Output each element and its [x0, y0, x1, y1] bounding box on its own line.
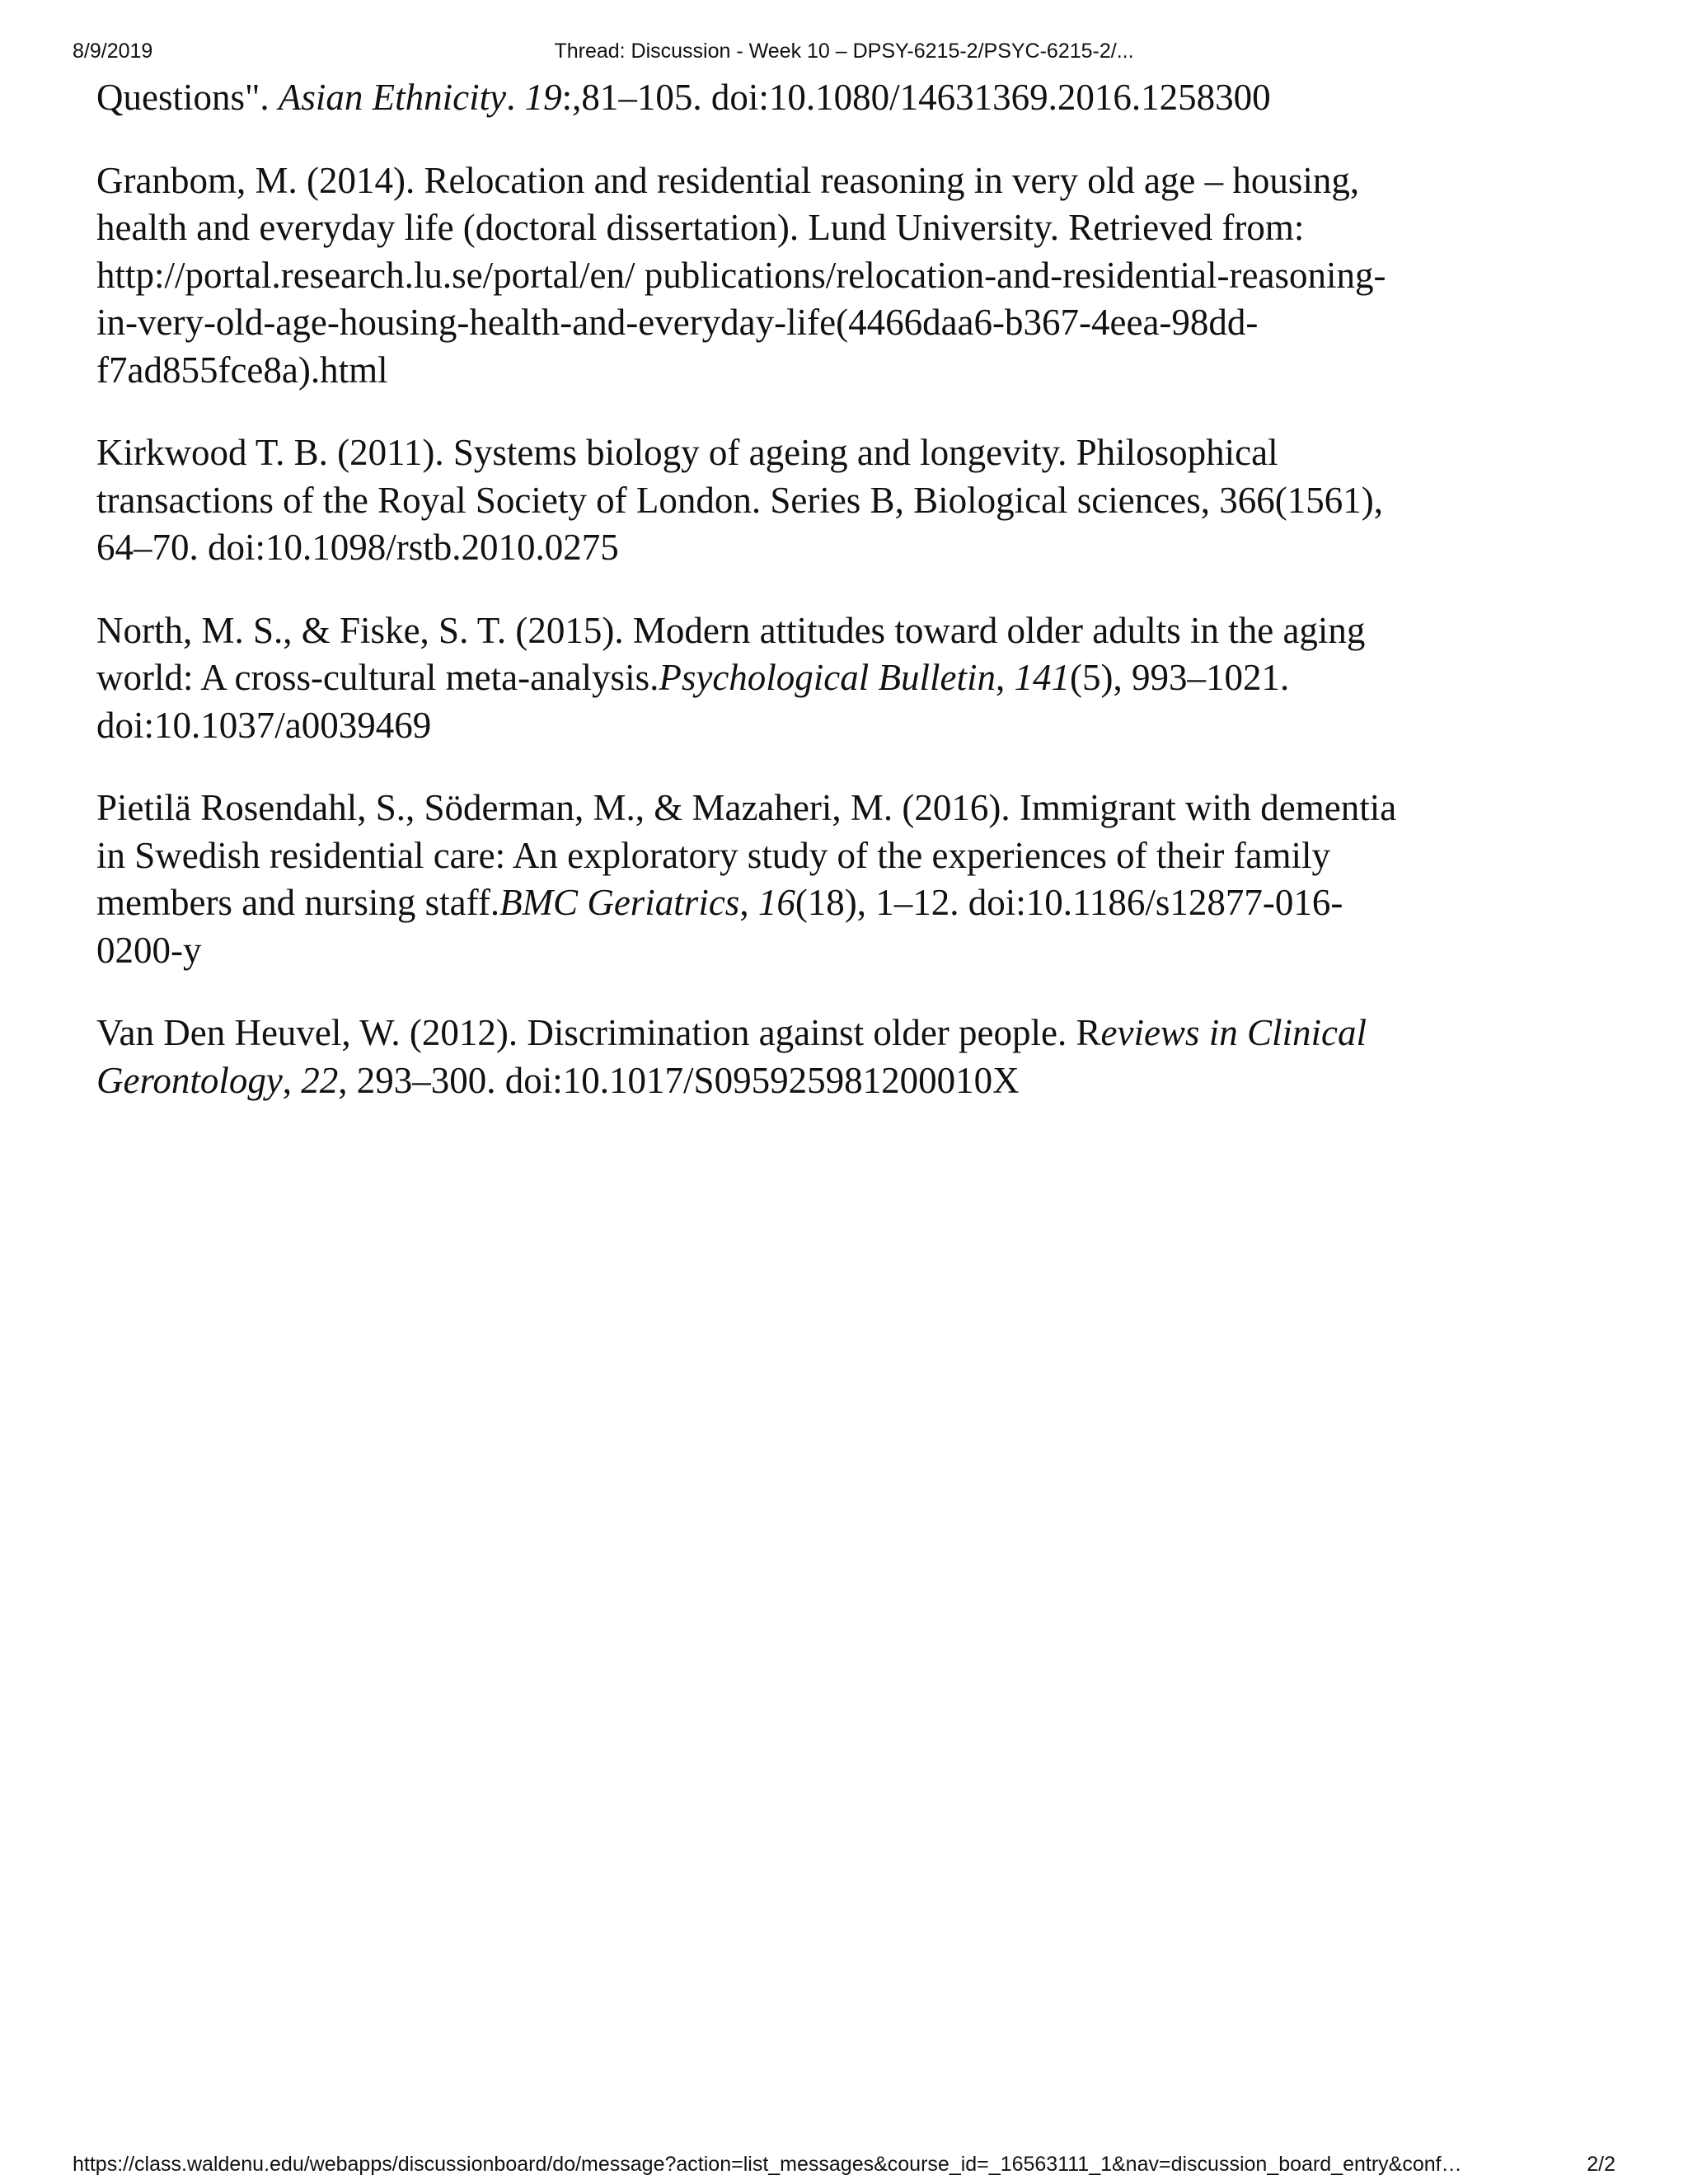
print-footer	[0, 2153, 1688, 2181]
reference-text: world: A cross-cultural meta-analysis.	[96, 657, 659, 698]
volume-number: 141	[1014, 657, 1070, 698]
reference-line	[96, 879, 1597, 927]
reference-entry	[96, 1010, 1597, 1104]
reference-text: (18), 1–12. doi:10.1186/s12877-016-	[795, 882, 1343, 923]
reference-line: Granbom, M. (2014). Relocation and residential reasoning in very old age – housing,	[96, 159, 1360, 201]
journal-title: Gerontology	[96, 1059, 283, 1101]
reference-text: Questions".	[96, 77, 279, 118]
reference-line	[96, 74, 1597, 122]
reference-line	[96, 1010, 1597, 1057]
reference-line: North, M. S., & Fiske, S. T. (2015). Modern attitudes toward older adults in the aging	[96, 609, 1366, 651]
reference-text: members and nursing staff.	[96, 882, 500, 923]
reference-text: ,	[739, 882, 758, 923]
reference-line: in-very-old-age-housing-health-and-everyday-life(4466daa6-b367-4eea-98dd-	[96, 302, 1259, 343]
reference-line: http://portal.research.lu.se/portal/en/ publications/relocation-and-residential-reasoning-	[96, 254, 1386, 296]
journal-title: Psychological Bulletin	[659, 657, 996, 698]
reference-line	[96, 1057, 1597, 1105]
print-header	[0, 40, 1688, 68]
reference-line: health and everyday life (doctoral dissertation). Lund University. Retrieved from:	[96, 207, 1305, 248]
reference-line: doi:10.1037/a0039469	[96, 704, 432, 746]
reference-list	[96, 74, 1597, 1140]
reference-line: 64–70. doi:10.1098/rstb.2010.0275	[96, 527, 619, 568]
page-number: 2/2	[1587, 2153, 1615, 2176]
journal-title: Asian Ethnicity	[278, 77, 507, 118]
journal-title: eviews in Clinical	[1100, 1012, 1367, 1053]
reference-text: Van Den Heuvel, W. (2012). Discrimination against older people. R	[96, 1012, 1101, 1053]
reference-text: ,	[282, 1059, 302, 1101]
reference-entry	[96, 429, 1597, 572]
reference-text: , 293–300. doi:10.1017/S095925981200010X	[338, 1059, 1020, 1101]
reference-line: Kirkwood T. B. (2011). Systems biology of ageing and longevity. Philosophical	[96, 432, 1278, 473]
reference-entry	[96, 785, 1597, 974]
reference-text: ,	[996, 657, 1015, 698]
reference-line: transactions of the Royal Society of London. Series B, Biological sciences, 366(1561),	[96, 479, 1383, 521]
print-page-title: Thread: Discussion - Week 10 – DPSY-6215-2/PSYC-6215-2/...	[554, 40, 1134, 63]
volume-number: 19	[524, 77, 562, 118]
print-date: 8/9/2019	[73, 40, 153, 63]
reference-entry	[96, 74, 1597, 122]
page-url: https://class.waldenu.edu/webapps/discussionboard/do/message?action=list_messages&course_id=_16563111_1&nav=discussion_board_entry&conf…	[73, 2153, 1462, 2176]
reference-line	[96, 654, 1597, 702]
reference-line: 0200-y	[96, 929, 202, 971]
reference-line: in Swedish residential care: An exploratory study of the experiences of their family	[96, 834, 1331, 876]
reference-entry	[96, 157, 1597, 395]
reference-line: f7ad855fce8a).html	[96, 349, 388, 391]
volume-number: 22	[301, 1059, 339, 1101]
volume-number: 16	[757, 882, 795, 923]
journal-title: BMC Geriatrics	[499, 882, 740, 923]
reference-entry	[96, 607, 1597, 750]
reference-text: :,81–105. doi:10.1080/14631369.2016.1258300	[561, 77, 1271, 118]
reference-line: Pietilä Rosendahl, S., Söderman, M., & Mazaheri, M. (2016). Immigrant with dementia	[96, 787, 1397, 828]
reference-text: (5), 993–1021.	[1070, 657, 1290, 698]
reference-text: .	[506, 77, 525, 118]
